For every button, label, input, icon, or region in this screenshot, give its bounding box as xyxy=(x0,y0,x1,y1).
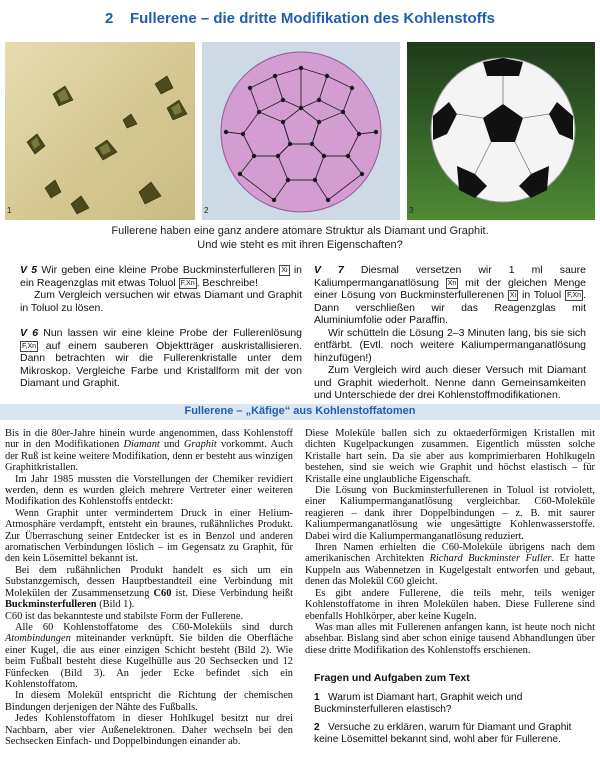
paragraph: Jedes Kohlenstoffatom in dieser Hohlkugel besitzt nur drei Nachbarn, aber vier Außenelektronen. Daher wechseln bei den Sechsecken Einfach- und Doppelbindungen einander ab. xyxy=(5,713,293,747)
experiment-tag: V 6 xyxy=(20,327,39,339)
c60-molecule-illustration xyxy=(202,42,400,220)
paragraph: Bei dem rußähnlichen Produkt handelt es sich um ein Substanzgemisch, dessen Hauptbestandteil eine Verbindung mit Molekülen der Zusammensetzung C60 ist. Diese Verbindung heißt Buckminsterfulleren (Bild 1). xyxy=(5,564,293,611)
question-item: 1 Warum ist Diamant hart, Graphit weich und Buckminsterfulleren elastisch? xyxy=(314,692,523,715)
paragraph: Diese Moleküle ballen sich zu oktaederförmigen Kristallen mit dichten Kugelpackungen zusammen. Eigentlich müssten solche Kristalle hart sein. Da sie aber aus komprimierbaren Hohlkugeln bestehen, sind sie weich wie Graphit und höchst elastisch – für Kristalle eine unglaubliche Eigenschaft. xyxy=(305,428,595,485)
photo-number: 3 xyxy=(409,206,414,215)
section-title: Fullerene – „Käfige“ aus Kohlenstoffatomen xyxy=(184,405,416,417)
experiment-text: mit der gleichen Menge einer Lösung von Buckminsterfullerenen xyxy=(314,276,586,301)
paragraph: Ihren Namen erhielten die C60-Moleküle übrigens nach dem amerikanischen Architekten Richard Buckminster Fuller. Er hatte Kuppeln aus Wabennetzen in Kugelgestalt entworfen und gebaut, denen das Molekül C60 gleicht. xyxy=(305,542,595,588)
question-item: 2 Versuche zu erklären, warum für Diamant und Graphit keine Lösemittel bekannt sind, wohl aber für Fullerene. xyxy=(314,722,572,745)
experiment-text: . Dann verschließen wir das Reagenzglas mit Aluminiumfolie oder Paraffin. xyxy=(314,289,586,326)
experiment-text: Diesmal versetzen wir 1 ml saure Kaliumpermanganatlösung xyxy=(314,264,586,289)
hazard-symbol: F,Xn xyxy=(180,279,195,287)
experiment-text: auf einem sauberen Objektträger auskristallisieren. Dann betrachten wir die Fullerenkristalle unter dem Mikroskop. Vergleiche Farbe und Kristallform mit der von Diamant und Graphit. xyxy=(20,339,303,389)
body-column-left xyxy=(5,428,293,747)
paragraph: Wenn Graphit unter vermindertem Druck in einer Helium-Atmosphäre verdampft, entsteht ein braunes, rußähnliches Produkt. Zur Überraschung seiner Entdecker ist es in Benzol und anderen aromatischen Verbindungen löslich – im Gegensatz zu Graphit, für den kein Lösemittel bekannt ist. xyxy=(5,507,293,565)
experiment-tag: V 5 xyxy=(20,264,38,276)
body-column-right xyxy=(305,428,595,656)
hazard-symbol: F,Xn xyxy=(22,342,37,350)
photo-number: 2 xyxy=(204,206,209,215)
questions-block xyxy=(314,672,590,746)
paragraph: In diesem Molekül entspricht die Richtung der chemischen Bindungen derjenigen der Nähte des Fußballs. xyxy=(5,690,293,713)
chapter-number: 2 xyxy=(104,10,114,27)
experiment-text: Zum Vergleich versuchen wir etwas Diamant und Graphit in Toluol zu lösen. xyxy=(20,289,302,314)
hazard-symbol: Xn xyxy=(447,279,457,287)
experiment-text: Nun lassen wir eine kleine Probe der Fullerenlösung xyxy=(43,327,302,339)
paragraph: Im Jahr 1985 mussten die Vorstellungen der Chemiker revidiert werden, denn es wurden gleich mehrere Vertreter einer weiteren Modifikation des Kohlenstoffs entdeckt: xyxy=(5,473,293,508)
paragraph: Es gibt andere Fullerene, die teils mehr, teils weniger Kohlenstoffatome in ihren Molekülen haben. Diese Fullerene sind ebenfalls Hohlkörper, aber keine Kugeln. xyxy=(305,587,595,622)
photo-c60-model xyxy=(202,42,400,220)
paragraph: Alle 60 Kohlenstoffatome des C60-Moleküls sind durch Atombindungen miteinander verknüpft. Sie bilden die Oberfläche einer Kugel, die aus einer einzigen Schicht besteht (Bild 2). Wie beim Fußball besteht diese Kugelhülle aus 20 Sechsecken und 12 Fünfecken (Bild 3). An jeder Ecke befindet sich ein Kohlenstoffatom. xyxy=(5,621,293,690)
paragraph: C60 ist das bekannteste und stabilste Form der Fullerene. xyxy=(5,610,244,622)
experiment-tag: V 7 xyxy=(314,264,344,276)
chapter-title-text: Fullerene – die dritte Modifikation des Kohlenstoffs xyxy=(129,10,496,27)
experiment-text: in ein Reagenzglas mit etwas Toluol xyxy=(20,264,303,289)
caption-line-1: Fullerene haben eine ganz andere atomare Struktur als Diamant und Graphit. xyxy=(111,225,489,237)
experiment-text: Wir schütteln die Lösung 2–3 Minuten lang, bis sie sich entfärbt. (Evtl. noch weitere Kaliumpermanganatlösung hinzufügen!) xyxy=(314,326,586,364)
experiment-text: . Beschreibe! xyxy=(196,276,258,289)
hazard-symbol: Xi xyxy=(509,292,517,299)
paragraph: Bis in die 80er-Jahre hinein wurde angenommen, dass Kohlenstoff nur in den Modifikationen Diamant und Graphit vorkommt. Auch der Ruß ist keine weitere Modifikation, denn er besteht aus winzigen Graphitkristallen. xyxy=(5,428,293,474)
crystal-illustration xyxy=(5,42,195,220)
photo-fullerene-crystals xyxy=(5,42,195,220)
paragraph: Was man alles mit Fullerenen anfangen kann, ist heute noch nicht absehbar. Bislang sind aber schon einige tausend Abhandlungen über diese dritte Modifikation des Kohlenstoffs erschienen. xyxy=(305,621,595,656)
caption-line-2: Und wie steht es mit ihren Eigenschaften? xyxy=(197,239,403,251)
photo-number: 1 xyxy=(7,206,12,215)
photo-football xyxy=(407,42,595,220)
football-illustration xyxy=(407,42,595,220)
experiment-v5 xyxy=(20,264,302,314)
chapter-title xyxy=(0,10,600,27)
figure-caption xyxy=(60,224,540,252)
experiment-text: Wir geben eine kleine Probe Buckminsterfulleren xyxy=(41,264,276,276)
experiment-text: in Toluol xyxy=(521,289,562,301)
hazard-symbol: Xi xyxy=(281,267,288,274)
experiment-text: Zum Vergleich wird auch dieser Versuch mit Diamant und Graphit wiederholt. Nenne dann Gemeinsamkeiten und Unterschiede der drei Kohlenstoffmodifikationen. xyxy=(314,364,586,401)
hazard-symbol: F,Xn xyxy=(567,292,582,299)
experiment-v7 xyxy=(314,264,586,402)
questions-heading: Fragen und Aufgaben zum Text xyxy=(314,672,470,684)
experiment-v6 xyxy=(20,327,302,390)
paragraph: Die Lösung von Buckminsterfullerenen in Toluol ist rotviolett, einer Kaliumpermanganatlösung vergleichbar. C60-Moleküle reagieren – dank ihrer Doppelbindungen – z. B. mit saurer Kaliumpermanganatlösung wie ungesättigte Kohlenwasserstoffe. Dabei wird die Kaliumpermanganatlösung reduziert. xyxy=(305,485,595,542)
